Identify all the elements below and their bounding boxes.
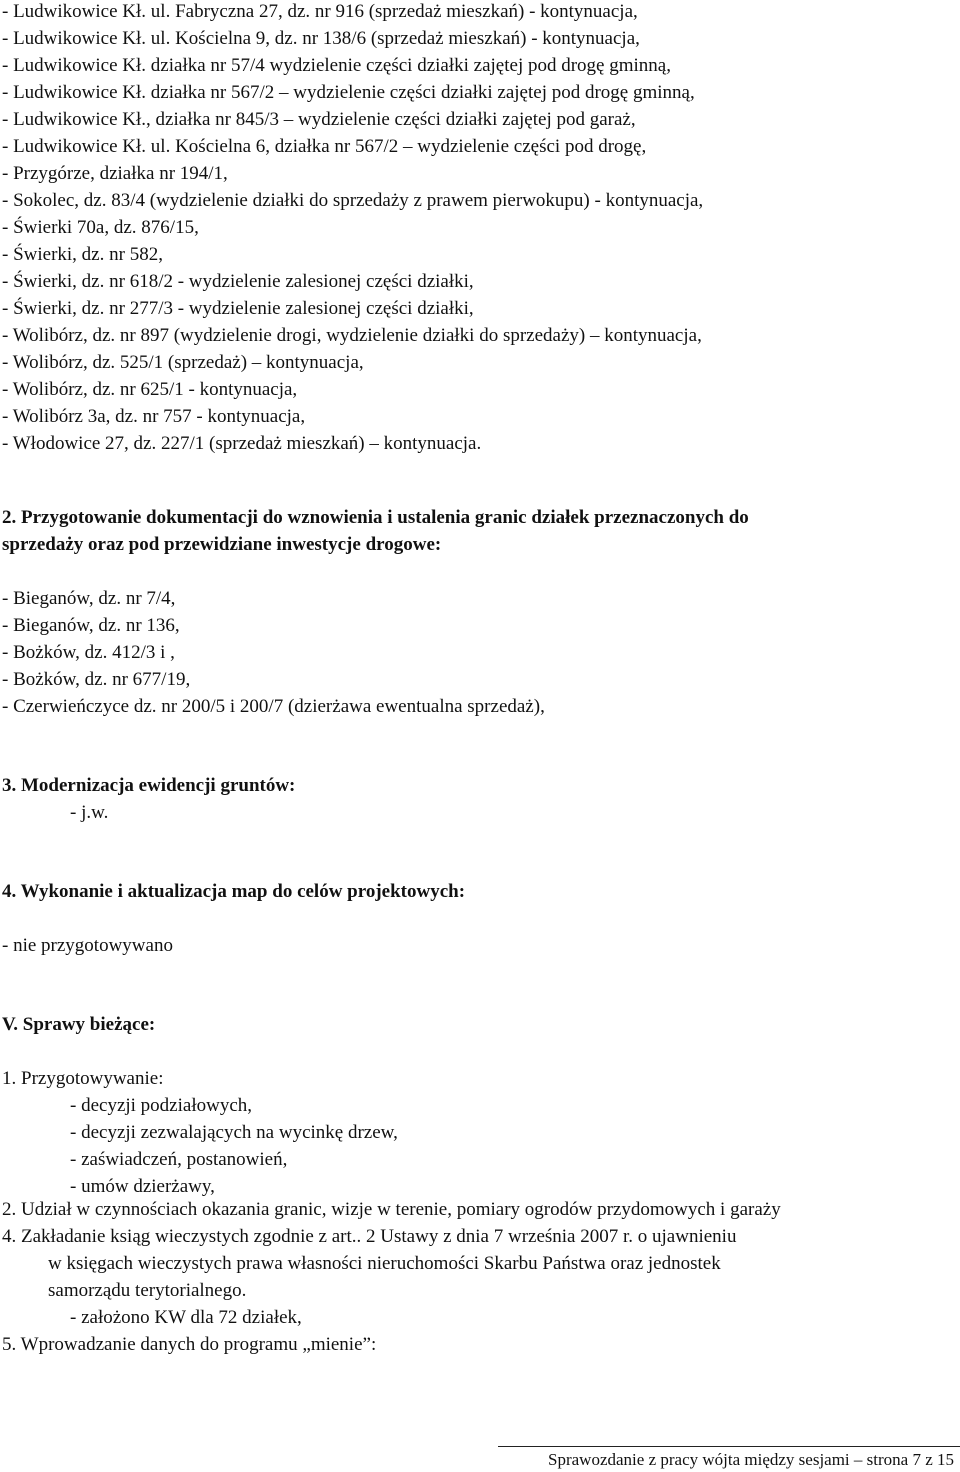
list-item: - Bieganów, dz. nr 7/4, xyxy=(2,588,176,609)
sub-list-item: - zaświadczeń, postanowień, xyxy=(70,1149,288,1170)
list-item: - Ludwikowice Kł., działka nr 845/3 – wydzielenie części działki zajętej pod garaż, xyxy=(2,109,636,130)
list-item: 5. Wprowadzanie danych do programu „mienie”: xyxy=(2,1334,377,1355)
list-item: - nie przygotowywano xyxy=(2,935,173,956)
section-heading-continued: sprzedaży oraz pod przewidziane inwestycje drogowe: xyxy=(2,534,442,555)
list-item: - Wolibórz, dz. 525/1 (sprzedaż) – kontynuacja, xyxy=(2,352,364,373)
list-item: - Przygórze, działka nr 194/1, xyxy=(2,163,228,184)
section-heading: 4. Wykonanie i aktualizacja map do celów projektowych: xyxy=(2,881,466,902)
list-item: - Ludwikowice Kł. ul. Fabryczna 27, dz. nr 916 (sprzedaż mieszkań) - kontynuacja, xyxy=(2,1,638,22)
sub-list-item: - decyzji podziałowych, xyxy=(70,1095,253,1116)
footer-divider xyxy=(498,1446,960,1447)
list-item: 2. Udział w czynnościach okazania granic, wizje w terenie, pomiary ogrodów przydomowych i garaży xyxy=(2,1199,781,1220)
list-item: - Świerki, dz. nr 582, xyxy=(2,244,163,265)
list-item: - Bożków, dz. nr 677/19, xyxy=(2,669,191,690)
sub-list-item: - decyzji zezwalających na wycinkę drzew, xyxy=(70,1122,398,1143)
list-item: - Bożków, dz. 412/3 i , xyxy=(2,642,175,663)
list-item: - Ludwikowice Kł. ul. Kościelna 9, dz. nr 138/6 (sprzedaż mieszkań) - kontynuacja, xyxy=(2,28,640,49)
sub-list-item: - umów dzierżawy, xyxy=(70,1176,215,1197)
list-item: - j.w. xyxy=(70,802,109,823)
list-item: - Włodowice 27, dz. 227/1 (sprzedaż mieszkań) – kontynuacja. xyxy=(2,433,482,454)
page-footer: Sprawozdanie z pracy wójta między sesjami – strona 7 z 15 xyxy=(548,1450,954,1469)
list-item: - Ludwikowice Kł. działka nr 57/4 wydzielenie części działki zajętej pod drogę gminną, xyxy=(2,55,671,76)
list-item-continued: samorządu terytorialnego. xyxy=(48,1280,247,1301)
section-heading: V. Sprawy bieżące: xyxy=(2,1014,156,1035)
list-item: - Ludwikowice Kł. ul. Kościelna 6, działka nr 567/2 – wydzielenie części pod drogę, xyxy=(2,136,647,157)
list-item: - Świerki, dz. nr 618/2 - wydzielenie zalesionej części działki, xyxy=(2,271,474,292)
list-item: - Wolibórz, dz. nr 625/1 - kontynuacja, xyxy=(2,379,298,400)
list-item: - Wolibórz 3a, dz. nr 757 - kontynuacja, xyxy=(2,406,306,427)
list-item: - Ludwikowice Kł. działka nr 567/2 – wydzielenie części działki zajętej pod drogę gminną, xyxy=(2,82,695,103)
list-item: - Świerki 70a, dz. 876/15, xyxy=(2,217,199,238)
section-heading: 3. Modernizacja ewidencji gruntów: xyxy=(2,775,296,796)
list-item: - Świerki, dz. nr 277/3 - wydzielenie zalesionej części działki, xyxy=(2,298,474,319)
list-item: 1. Przygotowywanie: xyxy=(2,1068,164,1089)
list-item: 4. Zakładanie ksiąg wieczystych zgodnie z art.. 2 Ustawy z dnia 7 września 2007 r. o ujawnieniu xyxy=(2,1226,737,1247)
list-item: - Sokolec, dz. 83/4 (wydzielenie działki do sprzedaży z prawem pierwokupu) - kontynuacja, xyxy=(2,190,704,211)
list-item: - Wolibórz, dz. nr 897 (wydzielenie drogi, wydzielenie działki do sprzedaży) – kontynuacja, xyxy=(2,325,702,346)
sub-list-item: - założono KW dla 72 działek, xyxy=(70,1307,302,1328)
list-item: - Bieganów, dz. nr 136, xyxy=(2,615,180,636)
list-item: - Czerwieńczyce dz. nr 200/5 i 200/7 (dzierżawa ewentualna sprzedaż), xyxy=(2,696,545,717)
list-item-continued: w księgach wieczystych prawa własności nieruchomości Skarbu Państwa oraz jednostek xyxy=(48,1253,721,1274)
section-heading: 2. Przygotowanie dokumentacji do wznowienia i ustalenia granic działek przeznaczonych do xyxy=(2,507,749,528)
